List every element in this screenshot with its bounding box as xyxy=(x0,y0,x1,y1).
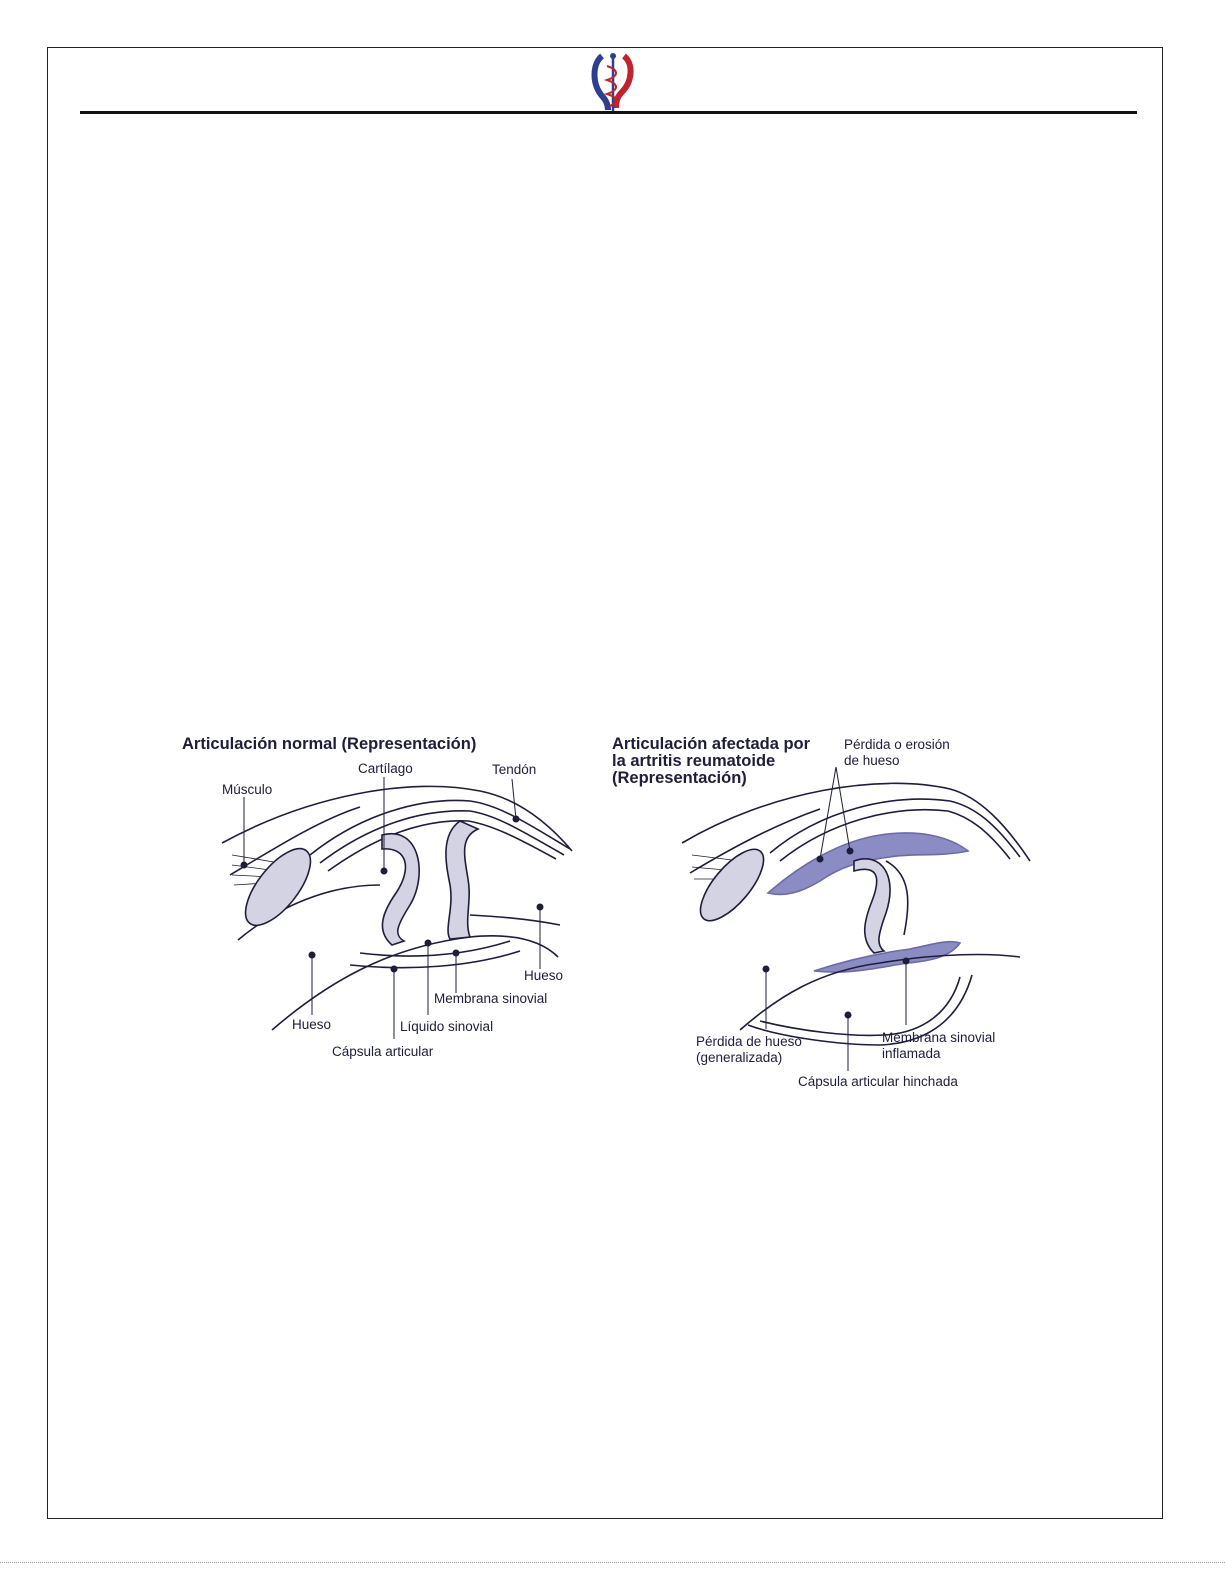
affected-joint-title-line3: (Representación) xyxy=(612,769,747,787)
label-erosion-line1: Pérdida o erosión xyxy=(844,737,950,752)
affected-joint-title-line2: la artritis reumatoide xyxy=(612,752,776,770)
normal-joint-title: Articulación normal (Representación) xyxy=(182,735,477,753)
label-membrana-inflamada-line1: Membrana sinovial xyxy=(882,1030,996,1045)
affected-joint-title-line1: Articulación afectada por xyxy=(612,735,811,753)
page-bottom-edge xyxy=(0,1562,1225,1563)
label-hueso-right: Hueso xyxy=(524,968,564,983)
label-membrana-inflamada-line2: inflamada xyxy=(882,1046,941,1061)
label-membrana-sinovial: Membrana sinovial xyxy=(434,991,548,1006)
label-musculo: Músculo xyxy=(222,782,273,797)
label-cartilago: Cartílago xyxy=(358,761,413,776)
medical-caduceus-logo-icon xyxy=(588,50,638,114)
affected-joint-illustration xyxy=(682,783,1030,1045)
label-liquido-sinovial: Líquido sinovial xyxy=(400,1019,494,1034)
label-perdida-line1: Pérdida de hueso xyxy=(696,1034,802,1049)
label-erosion-line2: de hueso xyxy=(844,753,900,768)
header-divider xyxy=(80,111,1137,114)
label-tendon: Tendón xyxy=(492,762,537,777)
label-perdida-line2: (generalizada) xyxy=(696,1050,783,1065)
label-capsula-articular: Cápsula articular xyxy=(332,1044,434,1059)
label-hueso-left: Hueso xyxy=(292,1017,332,1032)
joint-comparison-diagram xyxy=(160,725,1060,1105)
label-capsula-hinchada: Cápsula articular hinchada xyxy=(798,1074,958,1089)
